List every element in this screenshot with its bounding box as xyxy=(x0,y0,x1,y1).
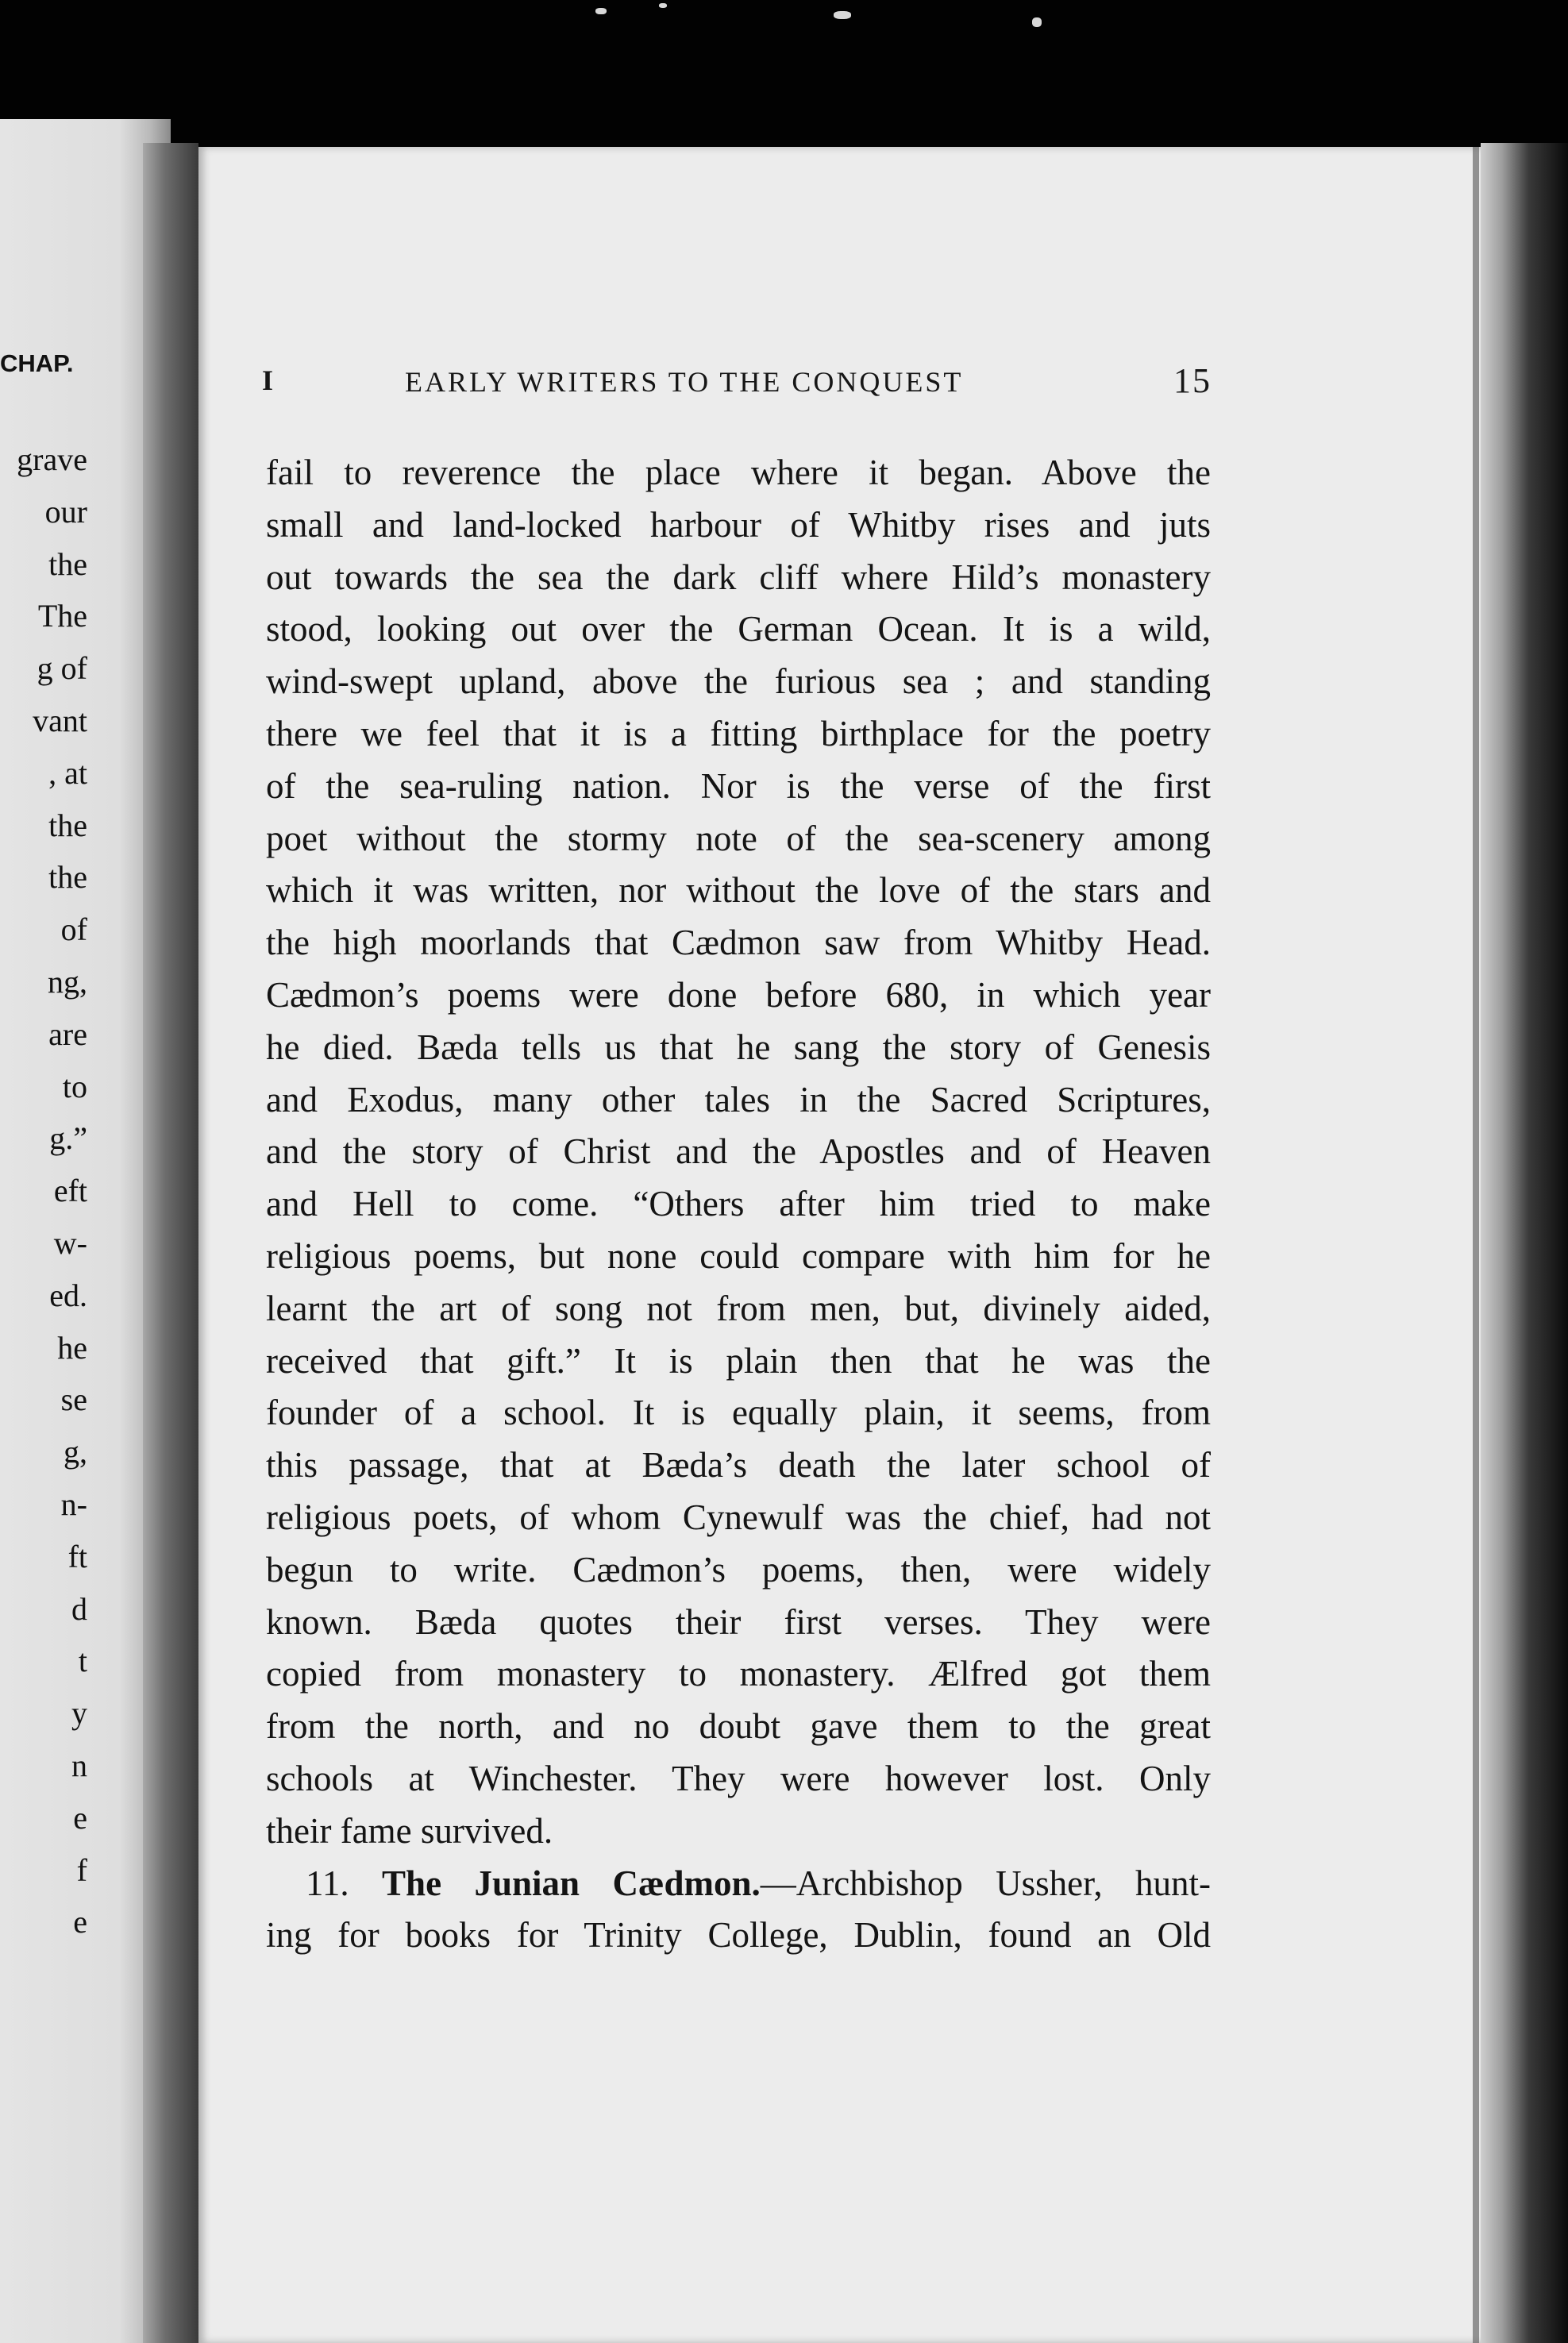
left-fragment: n- xyxy=(60,1486,87,1522)
page-stack-edge xyxy=(1481,143,1568,2343)
text-line: begun to write. Cædmon’s poems, then, were widely xyxy=(266,1549,1211,1590)
running-title: EARLY WRITERS TO THE CONQUEST xyxy=(405,366,964,398)
left-fragment: d xyxy=(71,1590,87,1627)
page-edge xyxy=(1473,147,1479,2343)
text-line: religious poets, of whom Cynewulf was the chief, had not xyxy=(266,1497,1211,1537)
text-line: out towards the sea the dark cliff where Hild’s monastery xyxy=(266,557,1211,597)
left-fragment: of xyxy=(60,911,87,948)
text-line: there we feel that it is a fitting birthplace for the poetry xyxy=(266,713,1211,753)
page-body xyxy=(266,447,1211,1962)
page-number: 15 xyxy=(1173,361,1212,400)
left-page-header-fragment: CHAP. xyxy=(0,349,74,377)
text-line: and the story of Christ and the Apostles and of Heaven xyxy=(266,1131,1211,1172)
text-line: stood, looking out over the German Ocean. It is a wild, xyxy=(266,609,1211,649)
text-line: of the sea-ruling nation. Nor is the verse of the first xyxy=(266,765,1211,806)
text-line: religious poems, but none could compare with him for he xyxy=(266,1235,1211,1276)
text-line: learnt the art of song not from men, but, divinely aided, xyxy=(266,1288,1211,1328)
text-line: Cædmon’s poems were done before 680, in which year xyxy=(266,974,1211,1015)
left-fragment: to xyxy=(62,1068,87,1104)
text-line: he died. Bæda tells us that he sang the story of Genesis xyxy=(266,1027,1211,1067)
left-fragment: eft xyxy=(53,1173,87,1209)
book-gutter-shadow xyxy=(143,143,198,2343)
left-fragment: The xyxy=(37,598,87,634)
left-fragment: t xyxy=(78,1643,87,1679)
section-title: The Junian Cædmon. xyxy=(382,1863,761,1903)
left-fragment: g.” xyxy=(49,1120,87,1157)
text-line: schools at Winchester. They were however lost. Only xyxy=(266,1758,1211,1798)
left-fragment: n xyxy=(71,1747,87,1783)
text-line: wind-swept upland, above the furious sea ; and standing xyxy=(266,661,1211,702)
left-fragment: se xyxy=(60,1382,87,1418)
chapter-numeral: I xyxy=(262,364,274,396)
left-fragment: ed. xyxy=(49,1277,87,1313)
left-fragment: are xyxy=(48,1015,87,1052)
scan-artifacts xyxy=(508,0,1143,48)
text-line: which it was written, nor without the love of the stars and xyxy=(266,870,1211,911)
left-fragment: e xyxy=(73,1799,87,1836)
section-number: 11. xyxy=(306,1863,349,1903)
left-fragment: e xyxy=(73,1904,87,1940)
text-line-paragraph-end: their fame survived. xyxy=(266,1810,553,1851)
left-fragment: w- xyxy=(53,1224,87,1261)
left-fragment: grave xyxy=(17,441,87,477)
left-fragment: g, xyxy=(64,1434,87,1470)
left-fragment: ft xyxy=(67,1538,87,1574)
left-fragment: y xyxy=(71,1695,87,1732)
text-line: this passage, that at Bæda’s death the later school of xyxy=(266,1445,1211,1486)
left-fragment: the xyxy=(48,545,87,582)
text-line: ing for books for Trinity College, Dublin, found an Old xyxy=(266,1915,1211,1956)
section-heading-line xyxy=(266,1858,1211,1910)
left-page-text-fragments xyxy=(0,434,87,1948)
text-line: from the north, and no doubt gave them to the great xyxy=(266,1706,1211,1747)
text-line: the high moorlands that Cædmon saw from Whitby Head. xyxy=(266,923,1211,963)
text-line: copied from monastery to monastery. Ælfred got them xyxy=(266,1654,1211,1694)
text-line: poet without the stormy note of the sea-scenery among xyxy=(266,818,1211,858)
section-text-start: —Archbishop Ussher, hunt- xyxy=(760,1863,1212,1903)
left-fragment: f xyxy=(76,1852,87,1888)
running-header xyxy=(262,361,1215,403)
left-fragment: vant xyxy=(33,702,87,738)
text-line: and Hell to come. “Others after him tried to make xyxy=(266,1184,1211,1224)
left-fragment: the xyxy=(48,859,87,896)
left-fragment: our xyxy=(44,493,87,530)
text-line: received that gift.” It is plain then that he was the xyxy=(266,1340,1211,1381)
text-line: founder of a school. It is equally plain, it seems, from xyxy=(266,1393,1211,1433)
left-fragment: , at xyxy=(48,754,87,791)
text-line: known. Bæda quotes their first verses. They were xyxy=(266,1601,1211,1642)
left-fragment: ng, xyxy=(48,963,87,1000)
text-line: and Exodus, many other tales in the Sacred Scriptures, xyxy=(266,1079,1211,1119)
left-fragment: he xyxy=(57,1329,87,1366)
text-line: fail to reverence the place where it began. Above the xyxy=(266,453,1211,492)
left-fragment: g of xyxy=(37,650,87,687)
left-fragment: the xyxy=(48,807,87,843)
text-line: small and land-locked harbour of Whitby rises and juts xyxy=(266,504,1211,545)
